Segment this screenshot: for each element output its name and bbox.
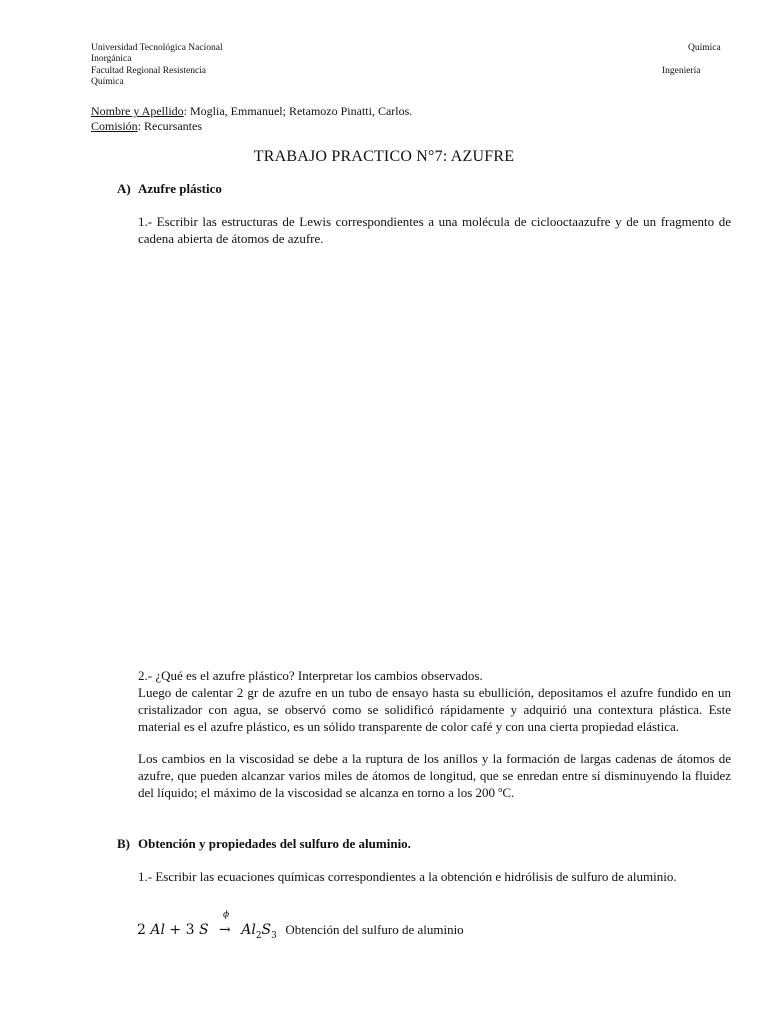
name-label: Nombre y Apellido (91, 104, 184, 118)
section-a-paragraph-1: Luego de calentar 2 gr de azufre en un tubo de ensayo hasta su ebullición, depositamos el azufre fundido en un cristalizador con agua, se observó como se solidificó rápidamente y adquirió una contextura plástica. Este material es el azufre plástico, es un sólido transparente de color café y con una cierta propiedad elástica. (138, 685, 731, 734)
header-career-part1: Ingeniería (662, 66, 701, 76)
header-faculty: Facultad Regional Resistencia (91, 66, 207, 76)
header-subject-part1: Química (688, 43, 721, 53)
section-b-title: Obtención y propiedades del sulfuro de aluminio. (138, 836, 411, 851)
equation-subscript-3: 3 (271, 930, 277, 941)
section-a-title: Azufre plástico (138, 181, 222, 196)
equation-coef-1: 2 (137, 922, 146, 938)
header-subject-part2: Inorgánica (91, 54, 132, 64)
section-b-heading (117, 836, 411, 852)
header-university: Universidad Tecnológica Nacional (91, 43, 223, 53)
name-value: : Moglia, Emmanuel; Retamozo Pinatti, Carlos. (183, 104, 413, 118)
equation-description: Obtención del sulfuro de aluminio (285, 922, 464, 937)
commission-label: Comisión (91, 119, 138, 133)
commission-value: : Recursantes (137, 119, 202, 133)
header-career-part2: Química (91, 77, 124, 87)
section-a-heading (117, 181, 222, 197)
student-name-line (91, 103, 412, 119)
section-a-question-1: 1.- Escribir las estructuras de Lewis correspondientes a una molécula de ciclooctaazufre y de un fragmento de cadena abierta de átomos de azufre. (138, 214, 731, 246)
equation-coef-2: 3 (185, 922, 195, 938)
heat-condition-symbol: ϕ (223, 910, 230, 920)
section-a-letter: A) (117, 181, 131, 196)
equation-product-al: Al (241, 922, 256, 938)
equation-reactant-1: Al (150, 922, 165, 938)
equation-plus: + (169, 922, 182, 938)
equation-formula (137, 910, 281, 941)
reaction-arrow (219, 910, 231, 938)
student-commission-line (91, 118, 202, 134)
section-b-question-1: 1.- Escribir las ecuaciones químicas correspondientes a la obtención e hidrólisis de sulfuro de aluminio. (138, 869, 677, 884)
chemical-equation (137, 910, 557, 952)
section-a-question-2: 2.- ¿Qué es el azufre plástico? Interpretar los cambios observados. (138, 668, 483, 683)
equation-subscript-2: 2 (255, 930, 262, 941)
section-b-letter: B) (117, 836, 130, 851)
page-title: TRABAJO PRACTICO N°7: AZUFRE (253, 148, 515, 165)
section-a-paragraph-2: Los cambios en la viscosidad se debe a la ruptura de los anillos y la formación de largas cadenas de átomos de azufre, que pueden alcanzar varios miles de átomos de longitud, que se enredan entre sí disminuyendo la fluidez del líquido; el máximo de la viscosidad se alcanza en torno a los 200 ºC. (138, 751, 731, 800)
equation-product-s: S (261, 922, 272, 938)
arrow-icon: → (219, 922, 231, 938)
equation-reactant-2: S (198, 922, 209, 938)
